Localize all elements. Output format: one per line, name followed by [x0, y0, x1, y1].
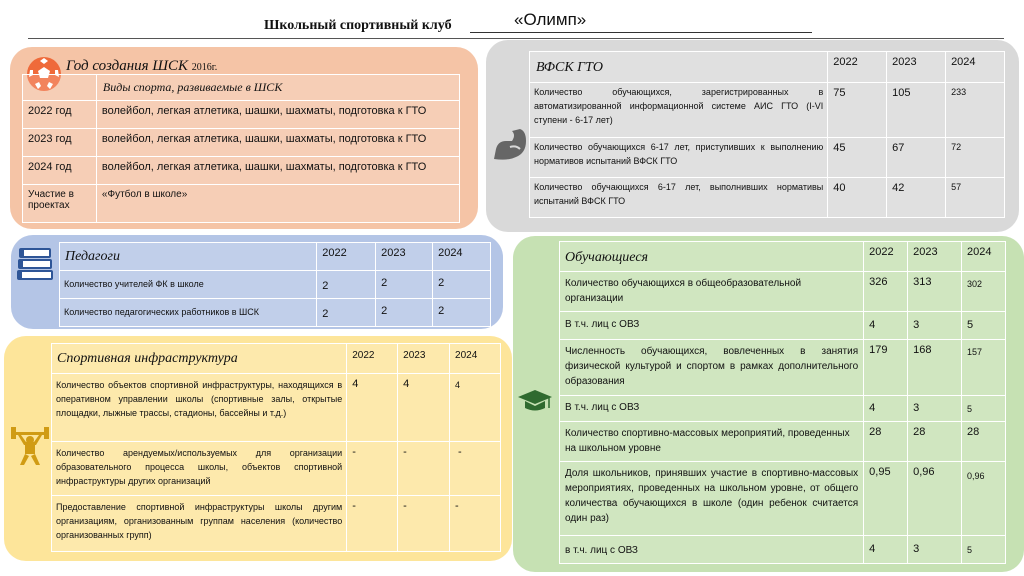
- students-row-value: 0,95: [864, 462, 908, 536]
- founding-row-label: 2022 год: [23, 101, 97, 129]
- gto-row-value: 57: [946, 178, 1005, 218]
- founding-row-value: «Футбол в школе»: [96, 185, 459, 223]
- header-underline: [470, 32, 812, 33]
- infra-row-label: Предоставление спортивной инфраструктуры школы другим организациям, организованным группам населения (количество организованных групп): [52, 496, 347, 552]
- students-year: 2022: [864, 242, 908, 272]
- students-row-value: 4: [864, 536, 908, 564]
- teachers-row-label: Количество педагогических работников в ШСК: [60, 299, 317, 327]
- infra-row-value: -: [398, 496, 450, 552]
- students-row-value: 326: [864, 272, 908, 312]
- gto-title: ВФСК ГТО: [530, 52, 828, 83]
- students-row-value: 28: [962, 422, 1006, 462]
- header-title: Школьный спортивный клуб: [264, 18, 452, 33]
- students-row-label: Количество спортивно-массовых мероприятий, проведенных на школьном уровне: [560, 422, 864, 462]
- gto-row-label: Количество обучающихся 6-17 лет, приступивших к выполнению нормативов испытаний ВФСК ГТО: [530, 138, 828, 178]
- students-table: [559, 241, 1006, 564]
- gto-row-label: Количество обучающихся 6-17 лет, выполнивших нормативы испытаний ВФСК ГТО: [530, 178, 828, 218]
- infra-row-label: Количество арендуемых/используемых для организации образовательного процесса школы, объектов спортивной инфраструктуры других организаций: [52, 442, 347, 496]
- sports-header: Виды спорта, развиваемые в ШСК: [96, 75, 459, 101]
- students-row-value: 3: [908, 536, 962, 564]
- teachers-title: Педагоги: [60, 243, 317, 271]
- students-row-value: 302: [962, 272, 1006, 312]
- infra-year: 2024: [450, 344, 501, 374]
- infra-title: Спортивная инфраструктура: [52, 344, 347, 374]
- founding-year: 2016г.: [191, 62, 218, 73]
- founding-table: [22, 74, 460, 223]
- gto-row-value: 45: [828, 138, 887, 178]
- gto-row-value: 42: [887, 178, 946, 218]
- books-stack-icon: [14, 243, 56, 283]
- founding-title: [66, 58, 217, 75]
- founding-title-text: Год создания ШСК: [66, 58, 188, 74]
- gto-row-value: 67: [887, 138, 946, 178]
- gto-row-value: 105: [887, 83, 946, 138]
- founding-row-value: волейбол, легкая атлетика, шашки, шахматы, подготовка к ГТО: [96, 101, 459, 129]
- teachers-row-value: 2: [317, 299, 376, 327]
- founding-row-value: волейбол, легкая атлетика, шашки, шахматы, подготовка к ГТО: [96, 157, 459, 185]
- students-row-value: 179: [864, 340, 908, 396]
- infra-row-value: -: [398, 442, 450, 496]
- students-row-value: 4: [864, 396, 908, 422]
- students-row-label: В т.ч. лиц с ОВЗ: [560, 396, 864, 422]
- infra-row-value: -: [347, 496, 398, 552]
- gto-year: 2024: [946, 52, 1005, 83]
- teachers-row-value: 2: [376, 271, 433, 299]
- teachers-row-label: Количество учителей ФК в школе: [60, 271, 317, 299]
- infra-row-value: -: [450, 496, 501, 552]
- founding-row-label: 2023 год: [23, 129, 97, 157]
- students-row-value: 0,96: [962, 462, 1006, 536]
- students-row-value: 4: [864, 312, 908, 340]
- founding-row-value: волейбол, легкая атлетика, шашки, шахматы, подготовка к ГТО: [96, 129, 459, 157]
- infra-year: 2023: [398, 344, 450, 374]
- students-row-label: В т.ч. лиц с ОВЗ: [560, 312, 864, 340]
- teachers-year: 2022: [317, 243, 376, 271]
- students-row-value: 3: [908, 312, 962, 340]
- students-row-value: 168: [908, 340, 962, 396]
- graduation-cap-icon: [517, 388, 553, 414]
- gto-year: 2023: [887, 52, 946, 83]
- infra-year: 2022: [347, 344, 398, 374]
- teachers-table: [59, 242, 491, 327]
- students-row-label: Количество обучающихся в общеобразовательной организации: [560, 272, 864, 312]
- founding-row-label: Участие в проектах: [23, 185, 97, 223]
- students-year: 2024: [962, 242, 1006, 272]
- infra-table: [51, 343, 501, 552]
- students-row-label: в т.ч. лиц с ОВЗ: [560, 536, 864, 564]
- students-row-label: Доля школьников, принявших участие в спортивно-массовых мероприятиях, проведенных на школьном уровне, от общего количества обучающихся в школе (один ребенок считается один раз): [560, 462, 864, 536]
- gto-row-value: 40: [828, 178, 887, 218]
- students-row-value: 3: [908, 396, 962, 422]
- gto-table: [529, 51, 1005, 218]
- infra-row-label: Количество объектов спортивной инфраструктуры, находящихся в оперативном управлении школы (спортивные залы, открытые площадки, лыжные трассы, стадионы, бассейны и т.д.): [52, 374, 347, 442]
- weightlifter-icon: [10, 423, 50, 467]
- students-title: Обучающиеся: [560, 242, 864, 272]
- infra-row-value: -: [347, 442, 398, 496]
- teachers-row-value: 2: [376, 299, 433, 327]
- header-divider: [28, 38, 1004, 39]
- teachers-year: 2023: [376, 243, 433, 271]
- gto-year: 2022: [828, 52, 887, 83]
- gto-row-value: 75: [828, 83, 887, 138]
- founding-row-label: 2024 год: [23, 157, 97, 185]
- teachers-row-value: 2: [317, 271, 376, 299]
- students-row-value: 313: [908, 272, 962, 312]
- flexed-biceps-icon: [490, 125, 530, 165]
- gto-row-label: Количество обучающихся, зарегистрированных в автоматизированной информационной системе АИС ГТО (I-VI ступени - 6-17 лет): [530, 83, 828, 138]
- students-row-value: 5: [962, 536, 1006, 564]
- students-row-value: 28: [864, 422, 908, 462]
- infra-row-value: 4: [398, 374, 450, 442]
- infra-row-value: 4: [347, 374, 398, 442]
- students-row-value: 0,96: [908, 462, 962, 536]
- students-row-label: Численность обучающихся, вовлеченных в занятия физической культурой и спортом в рамках дополнительного образования: [560, 340, 864, 396]
- infra-row-value: 4: [450, 374, 501, 442]
- students-row-value: 5: [962, 396, 1006, 422]
- students-row-value: 5: [962, 312, 1006, 340]
- teachers-row-value: 2: [433, 271, 491, 299]
- gto-row-value: 72: [946, 138, 1005, 178]
- gto-row-value: 233: [946, 83, 1005, 138]
- club-name: «Олимп»: [514, 10, 587, 29]
- students-row-value: 28: [908, 422, 962, 462]
- students-row-value: 157: [962, 340, 1006, 396]
- students-year: 2023: [908, 242, 962, 272]
- infra-row-value: -: [450, 442, 501, 496]
- teachers-year: 2024: [433, 243, 491, 271]
- teachers-row-value: 2: [433, 299, 491, 327]
